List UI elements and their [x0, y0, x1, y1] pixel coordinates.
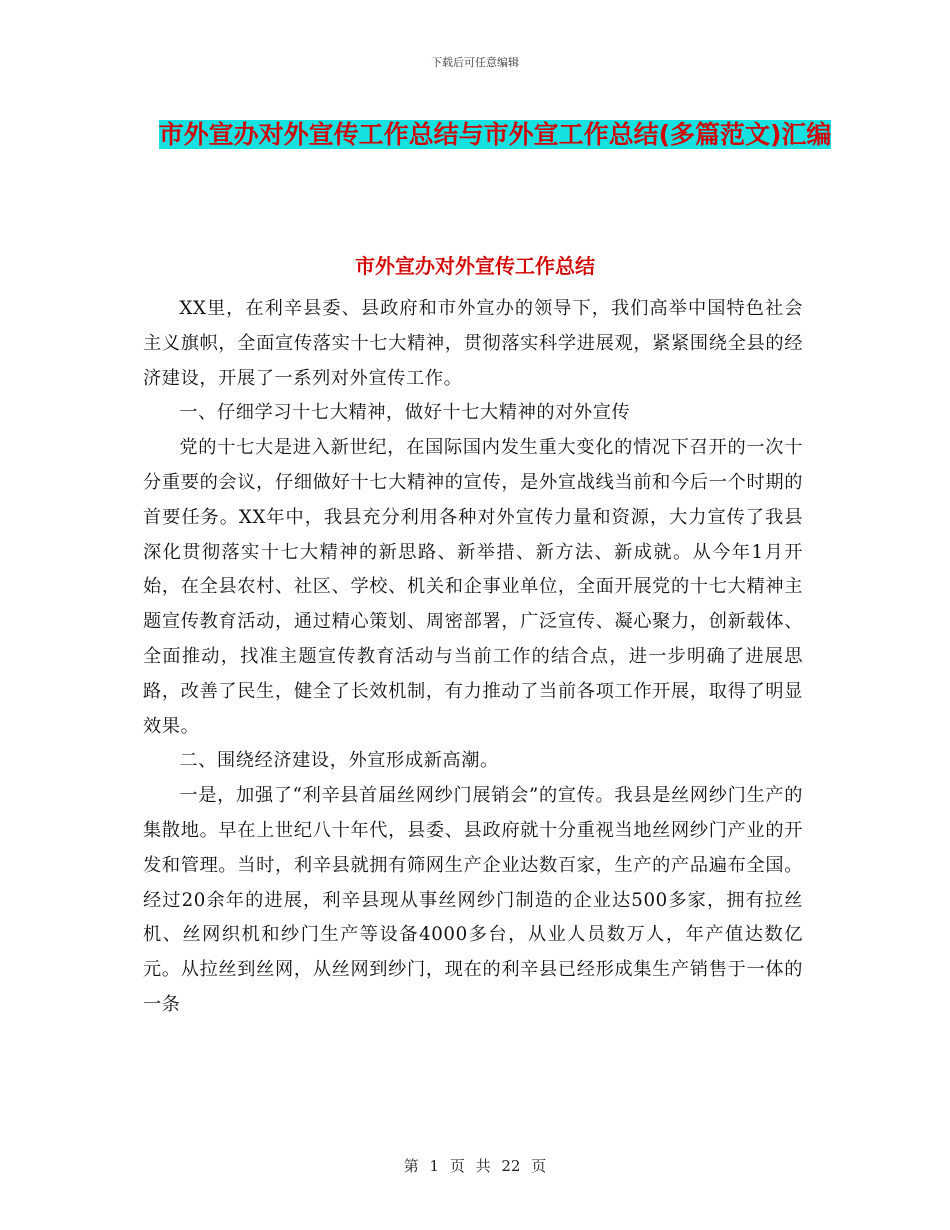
body-heading-1: 一、仔细学习十七大精神，做好十七大精神的对外宣传 — [179, 402, 631, 424]
body-paragraph: 一是，加强了“利辛县首届丝网纱门展销会”的宣传。我县是丝网纱门生产的集散地。早在上世纪八十年代，县委、县政府就十分重视当地丝网纱门产业的开发和管理。当时，利辛县就拥有筛网生产企业达数百家，生产的产品遍布全国。经过20余年的进展，利辛县现从事丝网纱门制造的企业达500多家，拥有拉丝机、丝网织机和纱门生产等设备4000多台，从业人员数万人，年产值达数亿元。从拉丝到丝网，从丝网到纱门，现在的利辛县已经形成集生产销售于一体的一条 — [143, 785, 803, 1015]
body-paragraph: XX里，在利辛县委、县政府和市外宣办的领导下，我们高举中国特色社会主义旗帜，全面宣传落实十七大精神，贯彻落实科学进展观，紧紧围绕全县的经济建设，开展了一系列对外宣传工作。 — [143, 298, 803, 389]
document-body — [143, 292, 803, 1023]
document-title-text: 市外宣办对外宣传工作总结与市外宣工作总结(多篇范文)汇编 — [158, 120, 832, 149]
body-paragraph: 党的十七大是进入新世纪，在国际国内发生重大变化的情况下召开的一次十分重要的会议，仔细做好十七大精神的宣传，是外宣战线当前和今后一个时期的首要任务。XX年中，我县充分利用各种对外宣传力量和资源，大力宣传了我县深化贯彻落实十七大精神的新思路、新举措、新方法、新成就。从今年1月开始，在全县农村、社区、学校、机关和企事业单位，全面开展党的十七大精神主题宣传教育活动，通过精心策划、周密部署，广泛宣传、凝心聚力，创新载体、全面推动，找准主题宣传教育活动与当前工作的结合点，进一步明确了进展思路，改善了民生，健全了长效机制，有力推动了当前各项工作开展，取得了明显效果。 — [143, 437, 803, 737]
page-header-note: 下载后可任意编辑 — [431, 56, 519, 69]
page-footer: 第 1 页 共 22 页 — [403, 1157, 547, 1175]
document-title — [150, 112, 840, 157]
body-heading-2: 二、围绕经济建设，外宣形成新高潮。 — [179, 750, 499, 772]
section-title: 市外宣办对外宣传工作总结 — [355, 254, 595, 278]
